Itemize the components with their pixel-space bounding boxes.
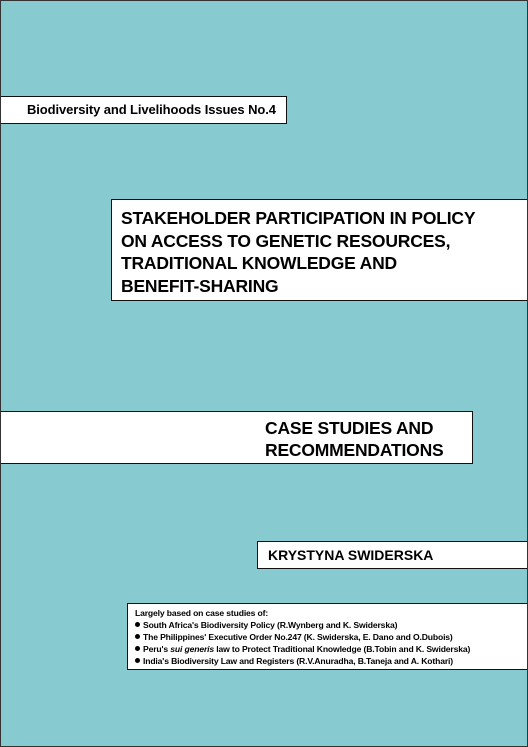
title-box <box>111 199 528 301</box>
series-label-box <box>0 96 287 124</box>
bullet-icon <box>135 622 140 627</box>
case-studies-box <box>127 603 528 670</box>
case-study-text: The Philippines' Executive Order No.247 (K. Swiderska, E. Dano and O.Dubois) <box>143 632 453 642</box>
case-study-item <box>135 655 528 667</box>
bullet-icon <box>135 634 140 639</box>
case-study-item <box>135 631 528 643</box>
author-box <box>257 541 528 569</box>
author-name: KRYSTYNA SWIDERSKA <box>268 547 434 563</box>
title-line: BENEFIT-SHARING <box>121 275 279 296</box>
case-study-suffix: law to Protect Traditional Knowledge (B.Tobin and K. Swiderska) <box>214 644 471 654</box>
case-study-text: India's Biodiversity Law and Registers (R.V.Anuradha, B.Taneja and A. Kothari) <box>143 656 453 666</box>
bullet-icon <box>135 646 140 651</box>
case-study-text: South Africa's Biodiversity Policy (R.Wynberg and K. Swiderska) <box>143 620 398 630</box>
title-line: TRADITIONAL KNOWLEDGE AND <box>121 253 397 273</box>
case-study-item <box>135 643 528 655</box>
title-line: STAKEHOLDER PARTICIPATION IN POLICY <box>121 208 476 228</box>
subtitle-line: RECOMMENDATIONS <box>265 440 444 460</box>
case-studies-heading: Largely based on case studies of: <box>135 608 269 618</box>
case-study-prefix: Peru's <box>143 644 171 654</box>
title-line: ON ACCESS TO GENETIC RESOURCES, <box>121 230 451 251</box>
case-study-item <box>135 619 528 631</box>
series-label: Biodiversity and Livelihoods Issues No.4 <box>27 102 276 117</box>
subtitle-box <box>0 411 473 464</box>
subtitle-line: CASE STUDIES AND <box>265 418 434 438</box>
bullet-icon <box>135 658 140 663</box>
case-study-italic: sui generis <box>170 644 215 654</box>
